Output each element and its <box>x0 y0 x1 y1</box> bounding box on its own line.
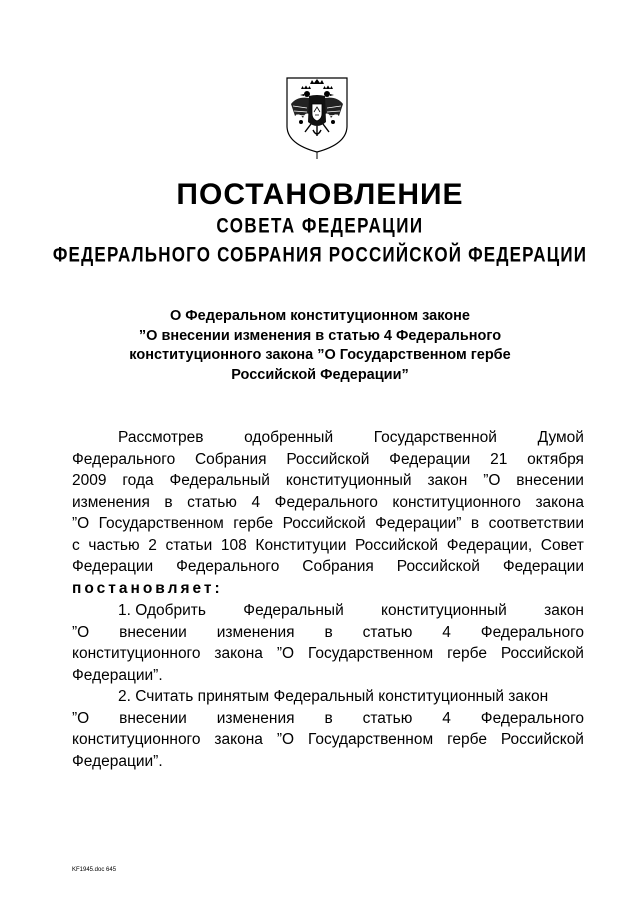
word: одобренный <box>244 429 334 446</box>
word: изменения <box>216 709 295 727</box>
word: Одобрить <box>135 602 206 619</box>
word: ”О <box>276 731 295 748</box>
word: Федерации <box>72 558 154 575</box>
item-number: 1. <box>118 602 131 619</box>
word: конституционного <box>72 645 201 662</box>
word: изменения <box>72 493 150 511</box>
document-subject <box>80 307 560 385</box>
word: 21 <box>490 450 508 468</box>
word: внесении <box>119 709 187 727</box>
word: Федерального <box>480 623 584 641</box>
text-line <box>72 751 584 773</box>
word: ”О <box>483 472 501 489</box>
word: закона <box>214 731 263 748</box>
text-line <box>72 600 584 622</box>
subject-line: ”О внесении изменения в статью 4 Федерального <box>138 327 502 344</box>
word: в <box>324 623 333 641</box>
word: Российской <box>354 536 439 554</box>
word: Федерации”. <box>72 752 163 770</box>
russian-coat-of-arms-icon <box>283 74 351 160</box>
word: года <box>122 472 154 489</box>
word: Федеральный <box>243 602 344 619</box>
word: Совет <box>540 536 584 554</box>
word: Федеральный <box>169 472 270 489</box>
word: гербе <box>447 731 487 748</box>
text-line <box>72 535 584 557</box>
word: Думой <box>537 429 584 446</box>
word: Государственном <box>307 731 434 748</box>
word: Федерального <box>72 450 176 468</box>
resolves-word: постановляет: <box>72 579 223 597</box>
resolution-item-2 <box>72 686 584 772</box>
word: конституционный <box>285 472 412 489</box>
word: Федерального <box>176 558 280 575</box>
word: с <box>72 536 80 554</box>
word: частью <box>88 536 140 554</box>
word: октября <box>527 450 584 468</box>
word: Федерации <box>389 450 471 468</box>
word: внесении <box>119 623 187 641</box>
word: 2 <box>148 536 157 554</box>
word: конституционного <box>392 493 521 511</box>
subject-line: конституционного закона ”О Государственном гербе <box>129 347 511 363</box>
word: в <box>164 493 173 511</box>
word: статью <box>187 493 237 511</box>
word: гербе <box>233 515 274 532</box>
word: Федерального <box>274 493 378 511</box>
word <box>118 600 206 622</box>
preamble-paragraph <box>72 427 584 599</box>
text-line <box>72 578 584 600</box>
text-line <box>72 665 584 687</box>
word: в <box>470 515 480 532</box>
word: статью <box>362 623 413 641</box>
word: Государственном <box>98 515 224 532</box>
document-file-code: KF1945.doc 645 <box>72 867 117 873</box>
word: 108 <box>220 536 247 554</box>
word: Федерации <box>502 558 584 575</box>
text-line <box>72 492 584 514</box>
word: закона <box>214 645 263 662</box>
text-line <box>72 622 584 644</box>
word: ”О <box>72 515 90 532</box>
word: Собрания <box>194 450 267 468</box>
resolution-item-1 <box>72 600 584 686</box>
word: соответствии <box>488 515 584 532</box>
word: ”О <box>72 623 90 641</box>
word: в <box>324 709 333 727</box>
word: закона <box>535 493 584 511</box>
document-title: ПОСТАНОВЛЕНИЕ <box>176 178 464 211</box>
word: 2009 <box>72 472 107 489</box>
item-text: 2. Считать принятым Федеральный конституционный закон <box>118 688 549 705</box>
text-line <box>72 513 584 535</box>
text-line <box>72 686 584 708</box>
word: Российской <box>500 731 584 748</box>
word: Государственной <box>373 429 497 446</box>
issuing-body-line1: СОВЕТА ФЕДЕРАЦИИ <box>216 213 424 238</box>
text-line <box>72 449 584 471</box>
text-line <box>72 470 584 492</box>
word: конституционный <box>381 602 507 619</box>
word: Российской <box>500 645 584 662</box>
word: конституционного <box>72 731 201 748</box>
word: статью <box>362 709 413 727</box>
word: статьи <box>165 536 213 554</box>
word: Конституции <box>255 536 347 554</box>
word: закон <box>427 472 468 489</box>
subject-line: Российской Федерации” <box>231 366 409 383</box>
word: 4 <box>442 623 451 641</box>
word: 4 <box>442 709 451 727</box>
word: Федерации” <box>375 515 462 532</box>
word: Российской <box>286 450 370 468</box>
word: 4 <box>251 493 261 511</box>
word: Федерации, <box>446 536 533 554</box>
word: гербе <box>447 645 487 662</box>
text-line <box>72 643 584 665</box>
text-line <box>72 556 584 578</box>
text-line <box>72 427 584 449</box>
word: ”О <box>276 645 295 662</box>
text-line <box>72 708 584 730</box>
word: Собрания <box>302 558 374 575</box>
word: закон <box>544 602 584 619</box>
issuing-body-line2: ФЕДЕРАЛЬНОГО СОБРАНИЯ РОССИЙСКОЙ ФЕДЕРАЦИИ <box>52 242 588 267</box>
word: Российской <box>396 558 480 575</box>
word: Федерального <box>480 709 584 727</box>
text-line <box>72 729 584 751</box>
word: Рассмотрев <box>118 429 204 446</box>
word: Государственном <box>307 645 434 662</box>
word: Федерации”. <box>72 666 163 684</box>
word: ”О <box>72 709 90 727</box>
word: изменения <box>216 623 295 641</box>
word: Российской <box>282 515 366 532</box>
subject-line: О Федеральном конституционном законе <box>170 308 470 324</box>
word: внесении <box>516 472 584 489</box>
